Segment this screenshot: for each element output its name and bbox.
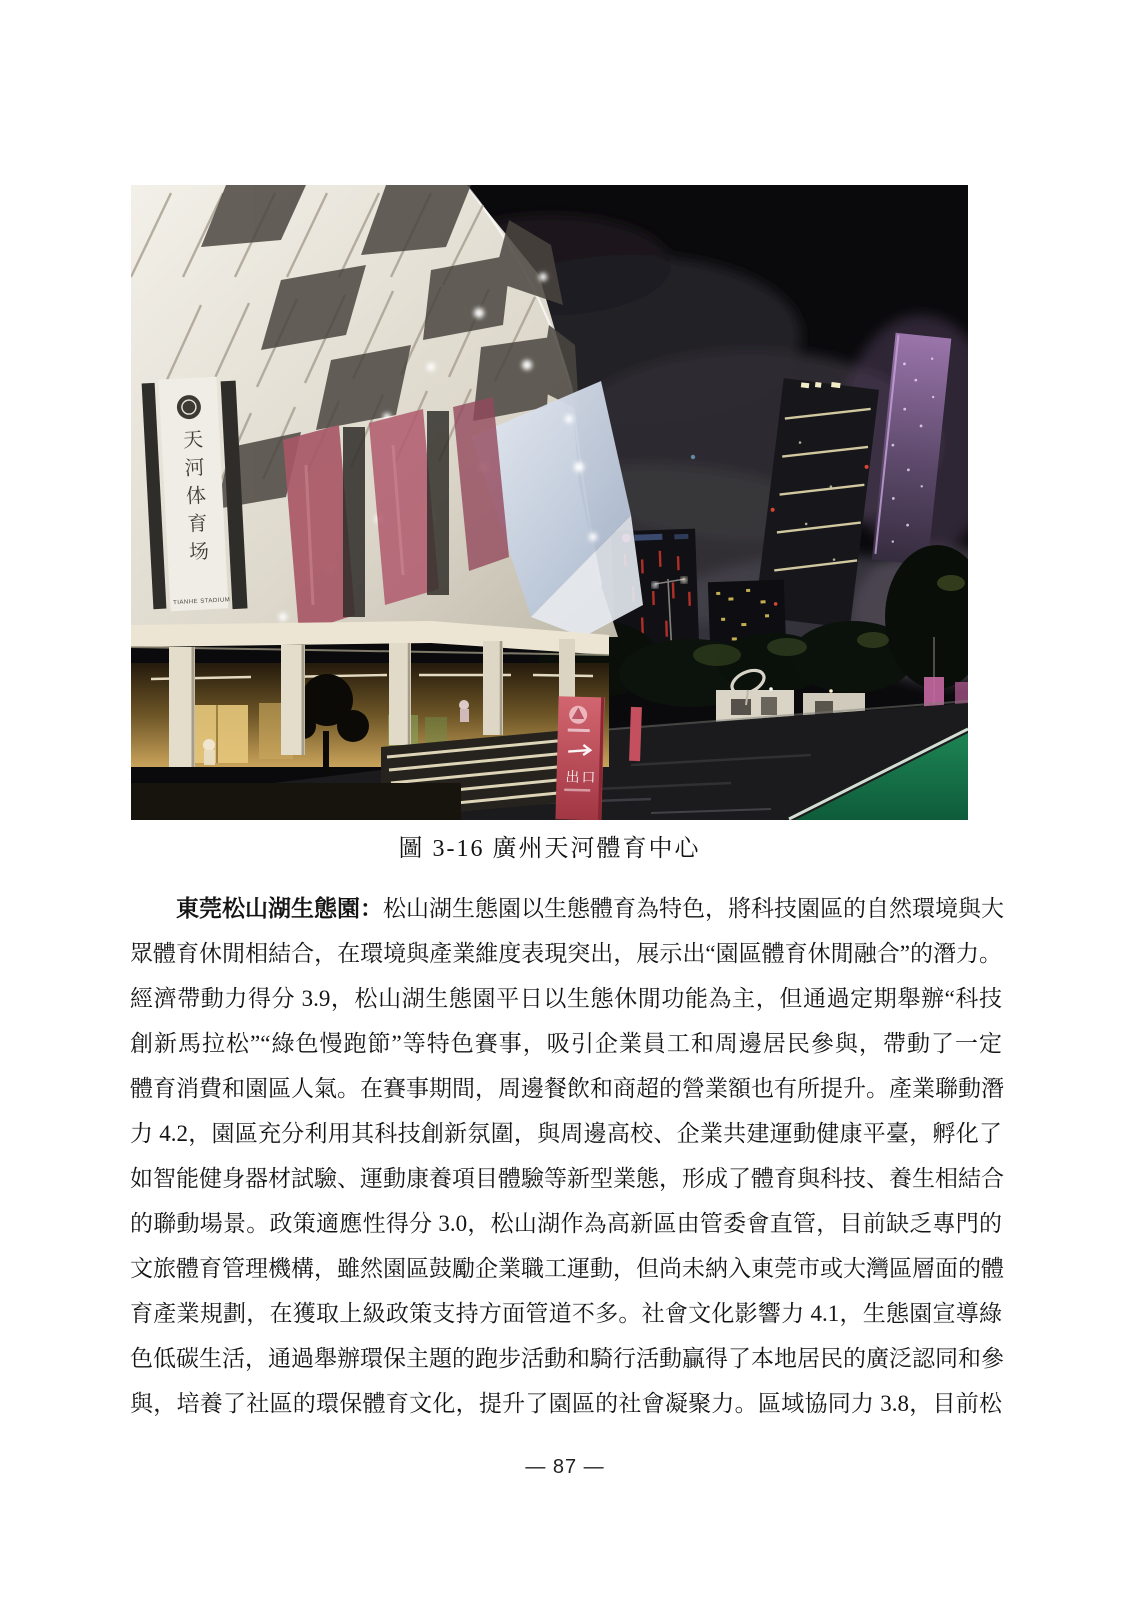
stadium-sign-en-text: TIANHE STADIUM [173, 597, 231, 607]
paragraph-line: 育產業規劃，在獲取上級政策支持方面管道不多。社會文化影響力 4.1，生態園宣導綠 [130, 1301, 1002, 1326]
page-number: — 87 — [525, 1456, 605, 1478]
figure-photo [131, 185, 968, 820]
photo-illustration [131, 185, 968, 820]
paragraph-lead: 東莞松山湖生態園： [176, 896, 383, 921]
paragraph-line: 經濟帶動力得分 3.9，松山湖生態園平日以生態休閒功能為主，但通過定期舉辦“科技 [130, 986, 1002, 1011]
paragraph-line: 文旅體育管理機構，雖然園區鼓勵企業職工運動，但尚未納入東莞市或大灣區層面的體 [130, 1256, 1004, 1281]
paragraph-line: 體育消費和園區人氣。在賽事期間，周邊餐飲和商超的營業額也有所提升。產業聯動潛 [130, 1076, 1004, 1101]
exit-sign-pillar [555, 696, 604, 820]
paragraph-line: 眾體育休閒相結合，在環境與產業維度表現突出，展示出“園區體育休閒融合”的潛力。 [130, 941, 1002, 966]
exit-sign-text: 出口 [565, 768, 598, 786]
foreground-railing [131, 783, 461, 820]
red-pole [629, 707, 642, 761]
paragraph-line: 力 4.2，園區充分利用其科技創新氛圍，與周邊高校、企業共建運動健康平臺，孵化了 [130, 1121, 1002, 1146]
paragraph-line: 的聯動場景。政策適應性得分 3.0，松山湖作為高新區由管委會直管，目前缺乏專門的 [130, 1211, 1002, 1236]
paragraph-line: 創新馬拉松”“綠色慢跑節”等特色賽事，吸引企業員工和周邊居民參與，帶動了一定 [130, 1031, 1002, 1056]
body-paragraph [130, 886, 1002, 1426]
sky-light-dot [691, 455, 695, 459]
stadium-sign-text: 天河体育场 [179, 428, 209, 570]
figure-caption: 圖 3-16 廣州天河體育中心 [398, 836, 701, 862]
paragraph-line: 如智能健身器材試驗、運動康養項目體驗等新型業態，形成了體育與科技、養生相結合 [130, 1166, 1004, 1191]
paragraph-line: 色低碳生活，通過舉辦環保主題的跑步活動和騎行活動贏得了本地居民的廣泛認同和參 [130, 1346, 1004, 1371]
paragraph-line: 與，培養了社區的環保體育文化，提升了園區的社會凝聚力。區域協同力 3.8，目前松 [130, 1391, 1002, 1416]
paragraph-line: 東莞松山湖生態園：松山湖生態園以生態體育為特色，將科技園區的自然環境與大 [176, 896, 1004, 921]
